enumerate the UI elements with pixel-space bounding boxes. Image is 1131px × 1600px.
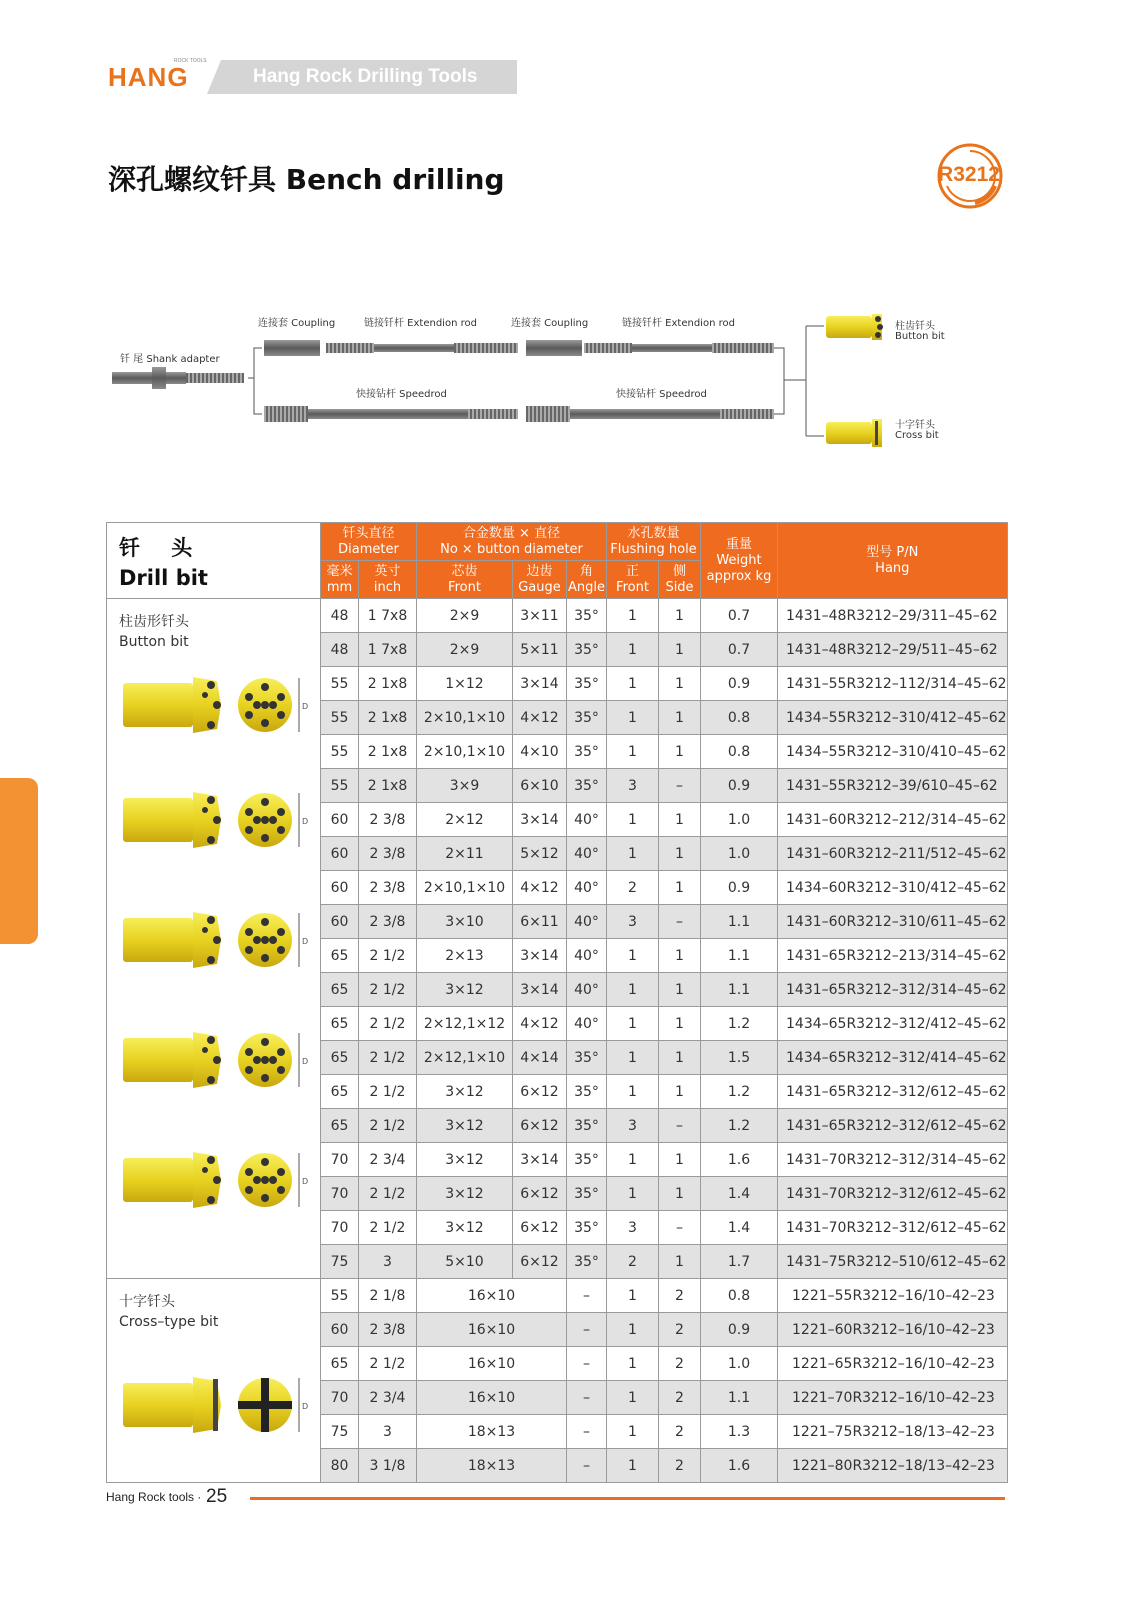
table-cell: 70 [321,1211,359,1245]
table-cell: 55 [321,701,359,735]
table-cell: – [567,1347,607,1381]
table-cell: 80 [321,1449,359,1483]
table-cell: 2 [607,871,659,905]
table-cell: 2 1/2 [359,1109,417,1143]
table-cell: 1 [607,1381,659,1415]
table-cell: 1.4 [701,1177,778,1211]
table-cell: – [659,1211,701,1245]
table-cell: 2 1/2 [359,1041,417,1075]
table-cell: 65 [321,1007,359,1041]
flushing-header: 水孔数量 Flushing hole [607,523,701,561]
table-cell: 6×12 [513,1211,567,1245]
table-cell: 1 [607,701,659,735]
bottom-string-icon [264,406,774,422]
table-cell: 35° [567,701,607,735]
table-cell: – [567,1381,607,1415]
table-cell: 75 [321,1245,359,1279]
svg-text:D: D [302,1402,309,1411]
table-cell: 40° [567,803,607,837]
table-cell: 3×11 [513,599,567,633]
table-cell: 35° [567,1211,607,1245]
table-cell: 6×12 [513,1245,567,1279]
button-bit-icon-2 [121,904,311,976]
table-cell: 2×12,1×12 [417,1007,513,1041]
table-cell: 2 1/2 [359,973,417,1007]
table-cell: 1 [607,1007,659,1041]
flush-side-header: 侧 Side [659,561,701,599]
table-cell: 35° [567,769,607,803]
footer-rule [250,1497,1005,1500]
table-cell: 1 [659,1041,701,1075]
table-cell: 0.8 [701,701,778,735]
table-cell: 40° [567,871,607,905]
table-cell: 1431–75R3212–510/612–45–62 [778,1245,1008,1279]
table-cell: 55 [321,1279,359,1313]
table-cell: 1431–65R3212–312/612–45–62 [778,1109,1008,1143]
table-cell: 5×11 [513,633,567,667]
table-cell: 1 [607,1347,659,1381]
table-cell: 4×12 [513,871,567,905]
table-cell: 1 [607,633,659,667]
cross-bit-image [121,1369,311,1445]
table-cell: 3×12 [417,1075,513,1109]
table-cell: 2 1/2 [359,1177,417,1211]
table-cell: 1.3 [701,1415,778,1449]
table-cell: 1 [659,871,701,905]
table-cell: 3×14 [513,667,567,701]
table-cell: 1 [659,803,701,837]
table-cell: 4×14 [513,1041,567,1075]
table-cell: 2×12,1×10 [417,1041,513,1075]
table-cell: 18×13 [417,1449,567,1483]
table-cell: 1 [607,837,659,871]
page-number: 25 [206,1486,228,1507]
table-cell: 1.1 [701,973,778,1007]
table-cell: 1 [607,1075,659,1109]
table-cell: 3×14 [513,1143,567,1177]
button-bit-image [121,784,311,860]
table-cell: 35° [567,1109,607,1143]
table-cell: – [567,1313,607,1347]
table-cell: 1 [659,1075,701,1109]
page-title: 深孔螺纹钎具 Bench drilling [108,163,505,196]
drill-string-svg [108,310,1008,470]
table-cell: 5×12 [513,837,567,871]
table-cell: 1.0 [701,803,778,837]
table-cell: 3 [607,1211,659,1245]
table-cell: 18×13 [417,1415,567,1449]
table-cell: 2×9 [417,599,513,633]
table-cell: 1.6 [701,1143,778,1177]
table-cell: 1.7 [701,1245,778,1279]
label-speedrod-2: 快接钻杆 Speedrod [616,389,707,400]
table-cell: 2 [659,1279,701,1313]
top-string-icon [264,340,774,356]
table-cell: 1 [659,667,701,701]
table-cell: 3×9 [417,769,513,803]
table-cell: 2 1/2 [359,1347,417,1381]
table-cell: 40° [567,837,607,871]
pn-header: 型号 P/N Hang [778,523,1008,599]
table-cell: 1 [659,599,701,633]
table-cell: 35° [567,1075,607,1109]
hang-logo: HANG [108,62,189,92]
table-cell: 0.7 [701,599,778,633]
table-cell: 70 [321,1143,359,1177]
table-cell: 1431–55R3212–112/314–45–62 [778,667,1008,701]
table-cell: 2×10,1×10 [417,871,513,905]
table-cell: 2 [659,1449,701,1483]
button-bit-icon-0 [121,669,311,741]
table-cell: 2 1x8 [359,701,417,735]
svg-text:D: D [302,937,309,946]
label-button-bit-en: Button bit [895,331,945,342]
table-cell: 2×9 [417,633,513,667]
table-cell: 5×10 [417,1245,513,1279]
table-cell: 1431–65R3212–312/314–45–62 [778,973,1008,1007]
button-bit-image [121,669,311,745]
table-cell: 0.9 [701,871,778,905]
table-cell: 2 [659,1381,701,1415]
table-cell: 3×10 [417,905,513,939]
table-cell: 6×12 [513,1109,567,1143]
table-cell: 35° [567,1041,607,1075]
table-cell: 1 [607,599,659,633]
table-cell: 40° [567,905,607,939]
table-cell: 1431–60R3212–310/611–45–62 [778,905,1008,939]
button-bit-image [121,1024,311,1100]
weight-header: 重量 Weight approx kg [701,523,778,599]
table-cell: 2×10,1×10 [417,735,513,769]
button-bit-image [121,1144,311,1220]
table-cell: 1 [607,1449,659,1483]
table-cell: 1434–55R3212–310/412–45–62 [778,701,1008,735]
table-cell: 3 [607,905,659,939]
table-cell: 55 [321,735,359,769]
table-cell: 2×13 [417,939,513,973]
table-cell: 1.2 [701,1075,778,1109]
label-button-bit-cn: 柱齿钎头 [895,321,935,332]
table-cell: 1431–48R3212–29/511–45–62 [778,633,1008,667]
table-cell: 65 [321,939,359,973]
button-bit-icon-1 [121,784,311,856]
svg-text:D: D [302,817,309,826]
table-cell: 2 3/4 [359,1143,417,1177]
table-cell: 1 7x8 [359,599,417,633]
spec-table [106,522,1008,1483]
table-cell: 6×11 [513,905,567,939]
footer-brand: Hang Rock tools · [106,1490,202,1504]
table-cell: 3×12 [417,1177,513,1211]
table-cell: 16×10 [417,1347,567,1381]
label-cross-bit-en: Cross bit [895,430,939,441]
table-cell: 2 [659,1415,701,1449]
table-cell: 65 [321,1109,359,1143]
table-cell: 35° [567,599,607,633]
table-cell: 2 [659,1313,701,1347]
table-cell: 3 [607,1109,659,1143]
table-cell: 1 [659,633,701,667]
table-cell: – [659,1109,701,1143]
table-cell: 2 3/8 [359,905,417,939]
table-cell: 6×12 [513,1075,567,1109]
table-cell: 3×12 [417,1143,513,1177]
table-cell: – [659,769,701,803]
table-cell: 1 [607,1415,659,1449]
table-cell: 1 [659,837,701,871]
table-cell: 40° [567,973,607,1007]
table-cell: 1434–55R3212–310/410–45–62 [778,735,1008,769]
diameter-header: 钎头直径 Diameter [321,523,417,561]
button-bit-label-en: Button bit [119,634,189,650]
spec-table-body [107,599,1008,1483]
table-cell: 1431–60R3212–211/512–45–62 [778,837,1008,871]
table-cell: 1×12 [417,667,513,701]
table-cell: 2 3/8 [359,837,417,871]
svg-text:D: D [302,1057,309,1066]
table-cell: 0.8 [701,1279,778,1313]
table-cell: 1431–48R3212–29/311–45–62 [778,599,1008,633]
table-cell: 2 3/4 [359,1381,417,1415]
table-cell: 3 [359,1415,417,1449]
table-cell: 16×10 [417,1313,567,1347]
table-cell: 0.7 [701,633,778,667]
table-cell: 1.1 [701,905,778,939]
table-cell: 0.8 [701,735,778,769]
table-cell: 1 [607,667,659,701]
table-cell: 1 [659,735,701,769]
table-cell: 1 [607,1143,659,1177]
table-cell: 1 [659,973,701,1007]
table-cell: 70 [321,1381,359,1415]
table-cell: 1434–65R3212–312/412–45–62 [778,1007,1008,1041]
button-bit-icon-3 [121,1024,311,1096]
table-cell: 3×14 [513,939,567,973]
cross-bit-diagram-icon [826,419,882,447]
table-cell: 1431–70R3212–312/612–45–62 [778,1177,1008,1211]
table-cell: 60 [321,871,359,905]
table-cell: 70 [321,1177,359,1211]
drill-string-diagram [108,310,1008,470]
gauge-header: 边齿 Gauge [513,561,567,599]
table-cell: 35° [567,633,607,667]
table-cell: 2×12 [417,803,513,837]
table-cell: 1431–70R3212–312/314–45–62 [778,1143,1008,1177]
table-cell: 1 7x8 [359,633,417,667]
table-cell: 1 [607,973,659,1007]
table-cell: 60 [321,905,359,939]
table-cell: 0.9 [701,1313,778,1347]
table-cell: 35° [567,1245,607,1279]
table-cell: 60 [321,837,359,871]
label-rod-1: 链接钎杆 Extendion rod [364,318,477,329]
table-cell: 1 [607,1279,659,1313]
table-cell: 2 [607,1245,659,1279]
table-cell: 1.0 [701,1347,778,1381]
table-cell: – [659,905,701,939]
header-banner-text: Hang Rock Drilling Tools [253,66,478,87]
table-cell: 2 3/8 [359,803,417,837]
table-cell: 2 1/2 [359,1007,417,1041]
table-cell: 1221–75R3212–18/13–42–23 [778,1415,1008,1449]
table-cell: 1 [659,1177,701,1211]
table-cell: – [567,1279,607,1313]
table-cell: 0.9 [701,667,778,701]
table-cell: 3×12 [417,973,513,1007]
table-cell: 40° [567,939,607,973]
label-coupling-1: 连接套 Coupling [258,318,336,329]
table-cell: 1221–65R3212–16/10–42–23 [778,1347,1008,1381]
button-bit-section [107,599,321,1279]
flush-front-header: 正 Front [607,561,659,599]
table-cell: 1 [659,1143,701,1177]
table-cell: 1434–60R3212–310/412–45–62 [778,871,1008,905]
label-speedrod-1: 快接钻杆 Speedrod [356,389,447,400]
table-cell: 65 [321,973,359,1007]
table-cell: 6×10 [513,769,567,803]
table-cell: 1.2 [701,1109,778,1143]
table-cell: 4×12 [513,1007,567,1041]
table-cell: 1431–65R3212–312/612–45–62 [778,1075,1008,1109]
table-cell: 6×12 [513,1177,567,1211]
drill-bit-header-cn: 钎 头 [119,535,205,560]
table-cell: 3×12 [417,1211,513,1245]
table-cell: 1 [607,1313,659,1347]
label-coupling-2: 连接套 Coupling [511,318,589,329]
drill-bit-header-en: Drill bit [119,565,208,590]
table-cell: 2 3/8 [359,871,417,905]
table-cell: 16×10 [417,1279,567,1313]
table-cell: 16×10 [417,1381,567,1415]
buttons-header: 合金数量 × 直径 No × button diameter [417,523,607,561]
mm-header: 毫米 mm [321,561,359,599]
button-bit-image [121,904,311,980]
table-cell: 2 1/2 [359,1075,417,1109]
table-cell: 1 [607,803,659,837]
table-cell: 3 1/8 [359,1449,417,1483]
table-cell: 1 [659,701,701,735]
table-cell: 2×11 [417,837,513,871]
table-row [107,599,1008,633]
table-cell: 1431–60R3212–212/314–45–62 [778,803,1008,837]
table-cell: 60 [321,1313,359,1347]
table-cell: 3×14 [513,973,567,1007]
table-cell: 1431–65R3212–213/314–45–62 [778,939,1008,973]
svg-text:D: D [302,702,309,711]
table-cell: 2 1/2 [359,939,417,973]
table-cell: 4×10 [513,735,567,769]
table-cell: 1221–70R3212–16/10–42–23 [778,1381,1008,1415]
table-cell: 48 [321,599,359,633]
table-cell: 40° [567,1007,607,1041]
table-cell: 60 [321,803,359,837]
table-cell: 2 3/8 [359,1313,417,1347]
button-bit-icon-4 [121,1144,311,1216]
table-cell: 1 [607,939,659,973]
drill-bit-header [107,523,321,599]
table-cell: 1 [659,939,701,973]
label-rod-2: 链接钎杆 Extendion rod [622,318,735,329]
table-cell: 35° [567,1177,607,1211]
table-cell: 1.4 [701,1211,778,1245]
table-cell: 1431–70R3212–312/612–45–62 [778,1211,1008,1245]
table-cell: 2 1/2 [359,1211,417,1245]
button-bit-diagram-icon [826,314,883,340]
table-cell: 1434–65R3212–312/414–45–62 [778,1041,1008,1075]
badge-label: R3212 [938,163,1000,186]
table-cell: 3×14 [513,803,567,837]
side-tab [0,778,38,944]
table-cell: 65 [321,1075,359,1109]
table-cell: 1221–60R3212–16/10–42–23 [778,1313,1008,1347]
table-cell: 55 [321,667,359,701]
cross-bit-label-cn: 十字钎头 [119,1294,175,1310]
svg-text:D: D [302,1177,309,1186]
table-cell: 1 [659,1007,701,1041]
table-cell: 3 [607,769,659,803]
table-cell: 1.0 [701,837,778,871]
table-cell: 35° [567,667,607,701]
table-cell: 4×12 [513,701,567,735]
table-row [107,1279,1008,1313]
table-cell: 2 1x8 [359,735,417,769]
button-bit-label-cn: 柱齿形钎头 [119,614,189,630]
table-cell: 1.5 [701,1041,778,1075]
table-cell: 1 [607,1177,659,1211]
logo-subtitle: ROCK TOOLS [174,58,207,64]
table-cell: 1 [659,1245,701,1279]
table-cell: 65 [321,1347,359,1381]
table-cell: 65 [321,1041,359,1075]
table-cell: 1.2 [701,1007,778,1041]
shank-adapter-icon [112,367,244,389]
table-cell: 75 [321,1415,359,1449]
table-cell: – [567,1415,607,1449]
table-cell: 1431–55R3212–39/610–45–62 [778,769,1008,803]
table-cell: – [567,1449,607,1483]
label-shank-adapter: 钎 尾 Shank adapter [120,354,220,365]
cross-bit-icon [121,1369,311,1441]
table-cell: 55 [321,769,359,803]
table-cell: 2 1x8 [359,769,417,803]
table-cell: 1.1 [701,1381,778,1415]
table-cell: 2 [659,1347,701,1381]
table-cell: 0.9 [701,769,778,803]
table-cell: 2 1x8 [359,667,417,701]
cross-bit-section [107,1279,321,1483]
table-cell: 35° [567,735,607,769]
front-header: 芯齿 Front [417,561,513,599]
table-cell: 2 1/8 [359,1279,417,1313]
table-cell: 1221–80R3212–18/13–42–23 [778,1449,1008,1483]
table-cell: 1 [607,1041,659,1075]
table-cell: 35° [567,1143,607,1177]
table-cell: 2×10,1×10 [417,701,513,735]
table-cell: 3 [359,1245,417,1279]
table-cell: 48 [321,633,359,667]
angle-header: 角 Angle [567,561,607,599]
cross-bit-label-en: Cross–type bit [119,1314,219,1330]
table-cell: 1221–55R3212–16/10–42–23 [778,1279,1008,1313]
label-cross-bit-cn: 十字钎头 [895,420,935,431]
table-cell: 1.6 [701,1449,778,1483]
inch-header: 英寸 inch [359,561,417,599]
table-cell: 1.1 [701,939,778,973]
table-cell: 1 [607,735,659,769]
table-cell: 3×12 [417,1109,513,1143]
